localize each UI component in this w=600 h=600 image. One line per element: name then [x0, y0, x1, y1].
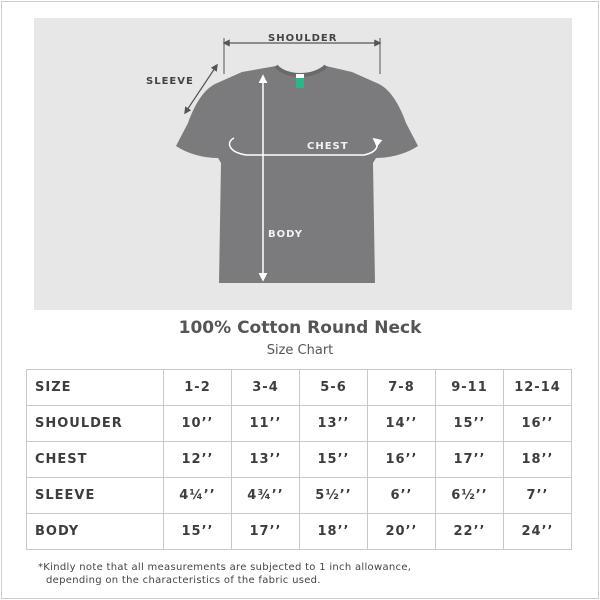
table-cell: 6’’	[368, 478, 436, 514]
table-cell: 17’’	[436, 442, 504, 478]
table-cell: 20’’	[368, 514, 436, 550]
table-cell: 15’’	[436, 406, 504, 442]
page-title: 100% Cotton Round Neck	[178, 318, 422, 338]
sleeve-label: SLEEVE	[146, 76, 194, 87]
table-row	[27, 514, 572, 550]
tshirt-shape	[176, 66, 418, 283]
table-row	[27, 406, 572, 442]
row-label: CHEST	[27, 442, 164, 478]
table-cell: 5½’’	[300, 478, 368, 514]
table-cell: 18’’	[300, 514, 368, 550]
note-line-1: *Kindly note that all measurements are subjected to 1 inch allowance,	[38, 562, 412, 573]
tshirt-illustration	[34, 18, 572, 310]
table-cell: 4¾’’	[232, 478, 300, 514]
table-cell: 4¼’’	[164, 478, 232, 514]
table-row	[27, 478, 572, 514]
table-cell: 18’’	[504, 442, 572, 478]
size-chart-table	[26, 369, 572, 550]
chest-label: CHEST	[307, 141, 349, 152]
table-cell: 15’’	[164, 514, 232, 550]
note-line-2: depending on the characteristics of the fabric used.	[46, 575, 321, 586]
header-cell: 3-4	[232, 370, 300, 406]
table-row	[27, 442, 572, 478]
table-cell: 13’’	[232, 442, 300, 478]
header-cell: 1-2	[164, 370, 232, 406]
table-cell: 7’’	[504, 478, 572, 514]
table-cell: 24’’	[504, 514, 572, 550]
header-cell: 9-11	[436, 370, 504, 406]
table-cell: 11’’	[232, 406, 300, 442]
table-cell: 14’’	[368, 406, 436, 442]
body-label: BODY	[268, 229, 303, 240]
row-label: SLEEVE	[27, 478, 164, 514]
header-cell: SIZE	[27, 370, 164, 406]
row-label: BODY	[27, 514, 164, 550]
table-cell: 13’’	[300, 406, 368, 442]
table-cell: 10’’	[164, 406, 232, 442]
table-cell: 15’’	[300, 442, 368, 478]
tshirt-diagram	[34, 18, 572, 310]
row-label: SHOULDER	[27, 406, 164, 442]
shoulder-label: SHOULDER	[268, 33, 338, 44]
table-cell: 16’’	[368, 442, 436, 478]
allowance-note	[38, 561, 558, 587]
header-cell: 12-14	[504, 370, 572, 406]
header-cell: 7-8	[368, 370, 436, 406]
header-cell: 5-6	[300, 370, 368, 406]
table-cell: 12’’	[164, 442, 232, 478]
page-subtitle: Size Chart	[266, 343, 334, 358]
table-cell: 22’’	[436, 514, 504, 550]
table-cell: 6½’’	[436, 478, 504, 514]
table-header-row	[27, 370, 572, 406]
table-cell: 17’’	[232, 514, 300, 550]
table-cell: 16’’	[504, 406, 572, 442]
